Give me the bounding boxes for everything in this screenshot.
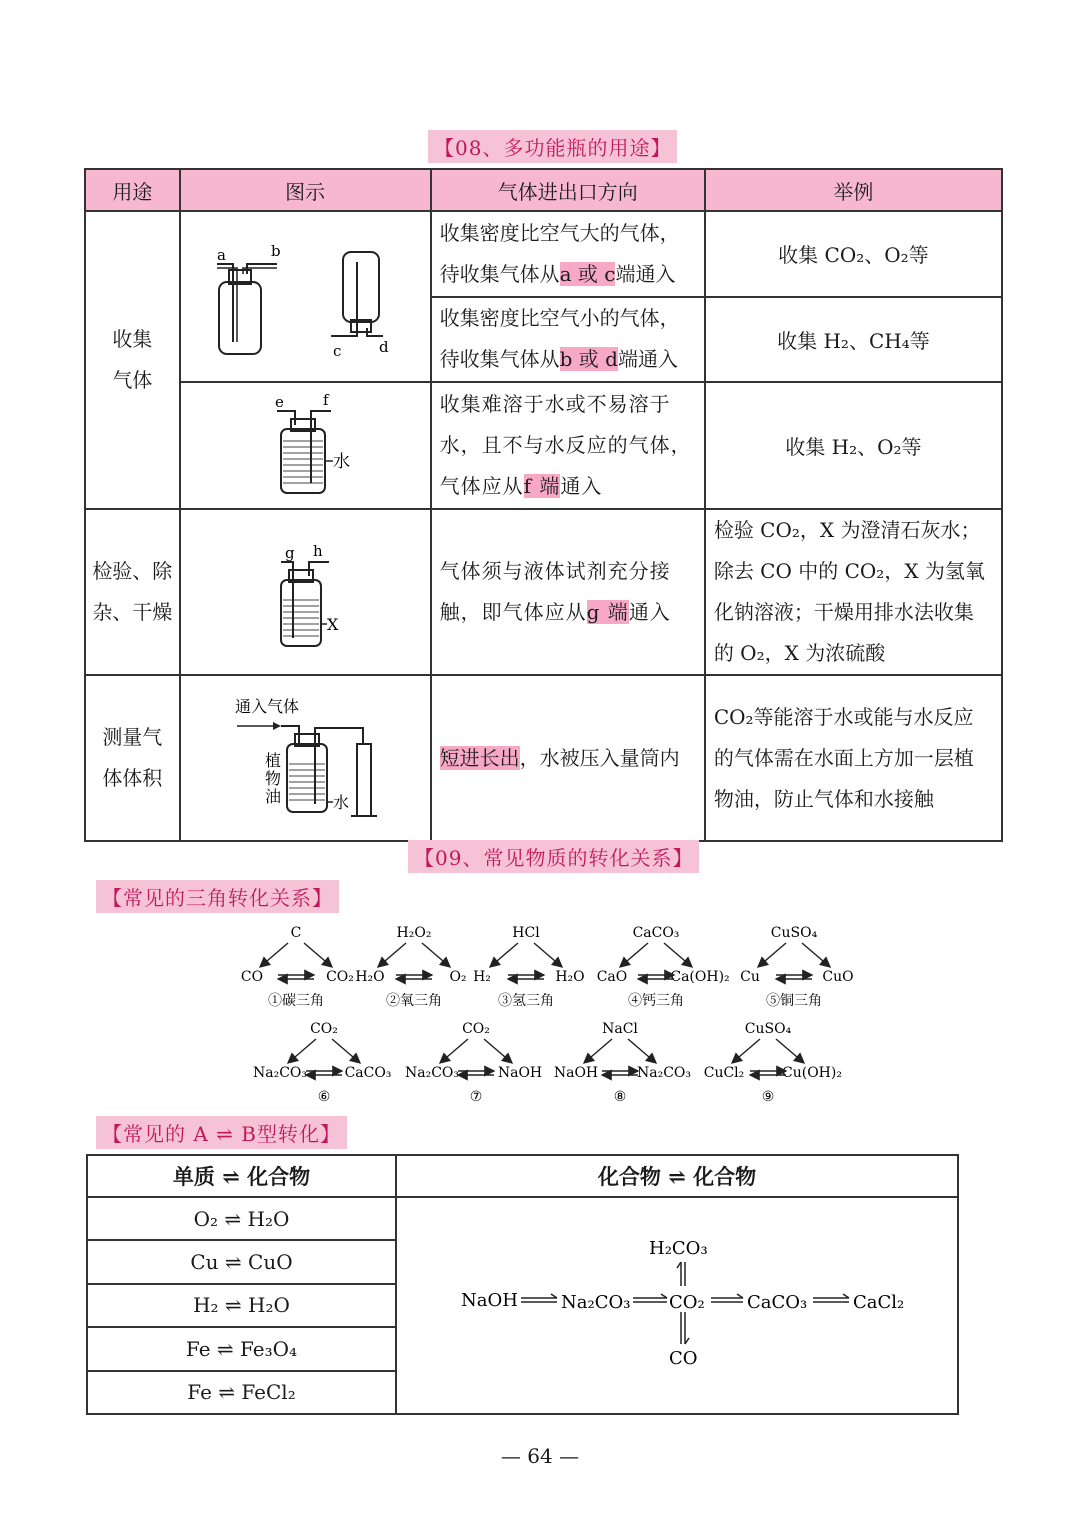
- ab-row: H₂ ⇌ H₂O: [87, 1284, 396, 1327]
- triangle-left: CaO: [596, 969, 628, 985]
- triangle-right: O₂: [449, 969, 467, 985]
- triangle-left: Na₂CO₃: [252, 1065, 308, 1081]
- bottle-diagram-measure: [181, 686, 430, 826]
- triangle-right: CO₂: [326, 969, 354, 985]
- triangle-top: HCl: [512, 925, 540, 941]
- example-row2: 收集 H₂、CH₄等: [705, 297, 1002, 383]
- use-purify: 检验、除 杂、干燥: [85, 509, 180, 675]
- label-c: c: [332, 342, 342, 360]
- header-example: 举例: [705, 169, 1002, 211]
- triangle-arrow: [378, 943, 406, 967]
- bottle-diagram-purify: [181, 520, 430, 660]
- triangle-row1-0: [241, 925, 354, 1009]
- chain-node-4: CaCl₂: [853, 1292, 905, 1313]
- chain-node-0: NaOH: [461, 1290, 518, 1311]
- triangle-right: NaOH: [497, 1065, 543, 1081]
- header-diagram: 图示: [180, 169, 431, 211]
- triangle-arrow: [664, 943, 692, 967]
- triangle-left: Na₂CO₃: [404, 1065, 460, 1081]
- label-d: d: [378, 338, 389, 356]
- triangle-arrow: [534, 943, 562, 967]
- label-oil-3: 油: [264, 786, 281, 806]
- triangle-arrow: [288, 1039, 316, 1063]
- ab-row: O₂ ⇌ H₂O: [87, 1197, 396, 1240]
- label-water-measure: 水: [332, 792, 349, 812]
- triangle-right: CuO: [822, 969, 854, 985]
- triangle-arrow: [776, 1039, 804, 1063]
- triangle-top: CO₂: [462, 1021, 490, 1037]
- chain-top: H₂CO₃: [649, 1238, 708, 1259]
- triangle-top: CuSO₄: [744, 1021, 792, 1037]
- example-measure: CO₂等能溶于水或能与水反应 的气体需在水面上方加一层植 物油，防止气体和水接触: [705, 675, 1002, 841]
- triangle-row1-4: [740, 925, 853, 1009]
- bottle-diagram-water: [181, 383, 430, 503]
- triangle-caption: ③氢三角: [498, 993, 554, 1009]
- triangle-arrow: [802, 943, 830, 967]
- triangle-right: Cu(OH)₂: [782, 1065, 842, 1081]
- ab-row: Fe ⇌ Fe₃O₄: [87, 1327, 396, 1370]
- multifunction-bottle-table: [84, 168, 1003, 842]
- compound-chain-diagram: [397, 1198, 957, 1408]
- example-row3: 收集 H₂、O₂等: [705, 382, 1002, 509]
- direction-row2: 收集密度比空气小的气体， 待收集气体从b 或 d端通入: [431, 297, 705, 383]
- triangle-caption: ①碳三角: [268, 993, 324, 1009]
- triangle-arrow: [422, 943, 450, 967]
- ab-header-element: 单质 ⇌ 化合物: [87, 1155, 396, 1197]
- triangle-caption: ⑤铜三角: [766, 993, 822, 1009]
- label-a: a: [216, 246, 226, 264]
- triangle-caption: ②氧三角: [386, 993, 442, 1009]
- triangle-arrow: [758, 943, 786, 967]
- triangle-caption: ⑦: [469, 1089, 483, 1105]
- triangle-left: NaOH: [553, 1065, 599, 1081]
- label-e: e: [274, 393, 284, 411]
- chain-node-3: CaCO₃: [747, 1292, 808, 1313]
- ab-row: Fe ⇌ FeCl₂: [87, 1371, 396, 1414]
- label-water: 水: [332, 452, 350, 472]
- direction-row1: 收集密度比空气大的气体， 待收集气体从a 或 c端通入: [431, 211, 705, 297]
- direction-purify: 气体须与液体试剂充分接 触，即气体应从g 端通入: [431, 509, 705, 675]
- triangle-arrow: [628, 1039, 656, 1063]
- triangle-right: Na₂CO₃: [636, 1065, 692, 1081]
- diagram-collect-water: [180, 382, 431, 509]
- triangle-row1-2: [473, 925, 585, 1009]
- triangle-caption: ⑨: [761, 1089, 775, 1105]
- triangle-top: H₂O₂: [396, 925, 432, 941]
- diagram-measure: [180, 675, 431, 841]
- label-oil-2: 物: [264, 768, 281, 788]
- ab-conversion-table: [86, 1154, 959, 1415]
- triangle-left: CuCl₂: [703, 1065, 745, 1081]
- triangle-top: C: [290, 925, 302, 941]
- label-f: f: [322, 391, 329, 409]
- triangle-arrow: [440, 1039, 468, 1063]
- diagram-purify: [180, 509, 431, 675]
- direction-measure: 短进长出，水被压入量筒内: [431, 675, 705, 841]
- chain-node-1: Na₂CO₃: [561, 1292, 631, 1313]
- ab-title: 【常见的 A ⇌ B型转化】: [96, 1116, 347, 1149]
- triangle-row2-3: [704, 1021, 842, 1105]
- direction-row3: 收集难溶于水或不易溶于 水，且不与水反应的气体， 气体应从f 端通入: [431, 382, 705, 509]
- compound-chain: [396, 1197, 958, 1414]
- triangle-row2-2: [554, 1021, 691, 1105]
- label-g: g: [284, 543, 295, 562]
- use-measure: 测量气 体体积: [85, 675, 180, 841]
- triangle-row1-1: [355, 925, 466, 1009]
- triangle-left: H₂: [473, 969, 491, 985]
- triangle-arrow: [332, 1039, 360, 1063]
- triangle-arrow: [304, 943, 332, 967]
- ab-header-compound: 化合物 ⇌ 化合物: [396, 1155, 958, 1197]
- example-row1: 收集 CO₂、O₂等: [705, 211, 1002, 297]
- ab-row: Cu ⇌ CuO: [87, 1240, 396, 1283]
- section08-title: 【08、多功能瓶的用途】: [428, 130, 677, 163]
- section09-title: 【09、常见物质的转化关系】: [408, 840, 699, 873]
- triangle-arrow: [490, 943, 518, 967]
- label-inlet: 通入气体: [234, 696, 299, 716]
- triangle-right: CaCO₃: [344, 1065, 392, 1081]
- triangle-row1-3: [597, 925, 730, 1009]
- label-x: X: [326, 614, 339, 634]
- triangle-left: H₂O: [355, 969, 385, 985]
- header-use: 用途: [85, 169, 180, 211]
- triangle-arrow: [732, 1039, 760, 1063]
- chain-bottom: CO: [669, 1348, 698, 1369]
- triangle-left: CO: [240, 969, 264, 985]
- use-collect: 收集气体: [85, 211, 180, 509]
- triangle-top: NaCl: [602, 1021, 638, 1037]
- triangle-top: CaCO₃: [632, 925, 680, 941]
- diagram-collect-ab: [180, 211, 431, 382]
- label-h: h: [312, 541, 323, 560]
- example-purify: 检验 CO₂，X 为澄清石灰水； 除去 CO 中的 CO₂，X 为氢氧 化钠溶液；干燥用排水法收集 的 O₂，X 为浓硫酸: [705, 509, 1002, 675]
- triangle-caption: ⑧: [613, 1089, 627, 1105]
- label-b: b: [270, 242, 281, 260]
- triangle-top: CuSO₄: [770, 925, 818, 941]
- page-number: — 64 —: [500, 1444, 580, 1468]
- triangle-arrow: [260, 943, 288, 967]
- triangle-caption: ④钙三角: [628, 993, 684, 1009]
- triangle-arrow: [584, 1039, 612, 1063]
- chain-node-2: CO₂: [669, 1292, 705, 1313]
- triangle-right: Ca(OH)₂: [670, 969, 730, 985]
- triangle-arrow: [484, 1039, 512, 1063]
- triangle-title: 【常见的三角转化关系】: [96, 880, 339, 913]
- triangle-right: H₂O: [555, 969, 585, 985]
- triangle-diagrams: [0, 915, 1080, 1110]
- triangle-left: Cu: [740, 969, 760, 985]
- header-direction: 气体进出口方向: [431, 169, 705, 211]
- label-oil-1: 植: [264, 750, 281, 770]
- triangle-row2-1: [405, 1021, 542, 1105]
- triangle-caption: ⑥: [317, 1089, 331, 1105]
- triangle-row2-0: [253, 1021, 391, 1105]
- bottle-diagram-ab: [181, 212, 430, 376]
- triangle-top: CO₂: [310, 1021, 338, 1037]
- triangle-arrow: [620, 943, 648, 967]
